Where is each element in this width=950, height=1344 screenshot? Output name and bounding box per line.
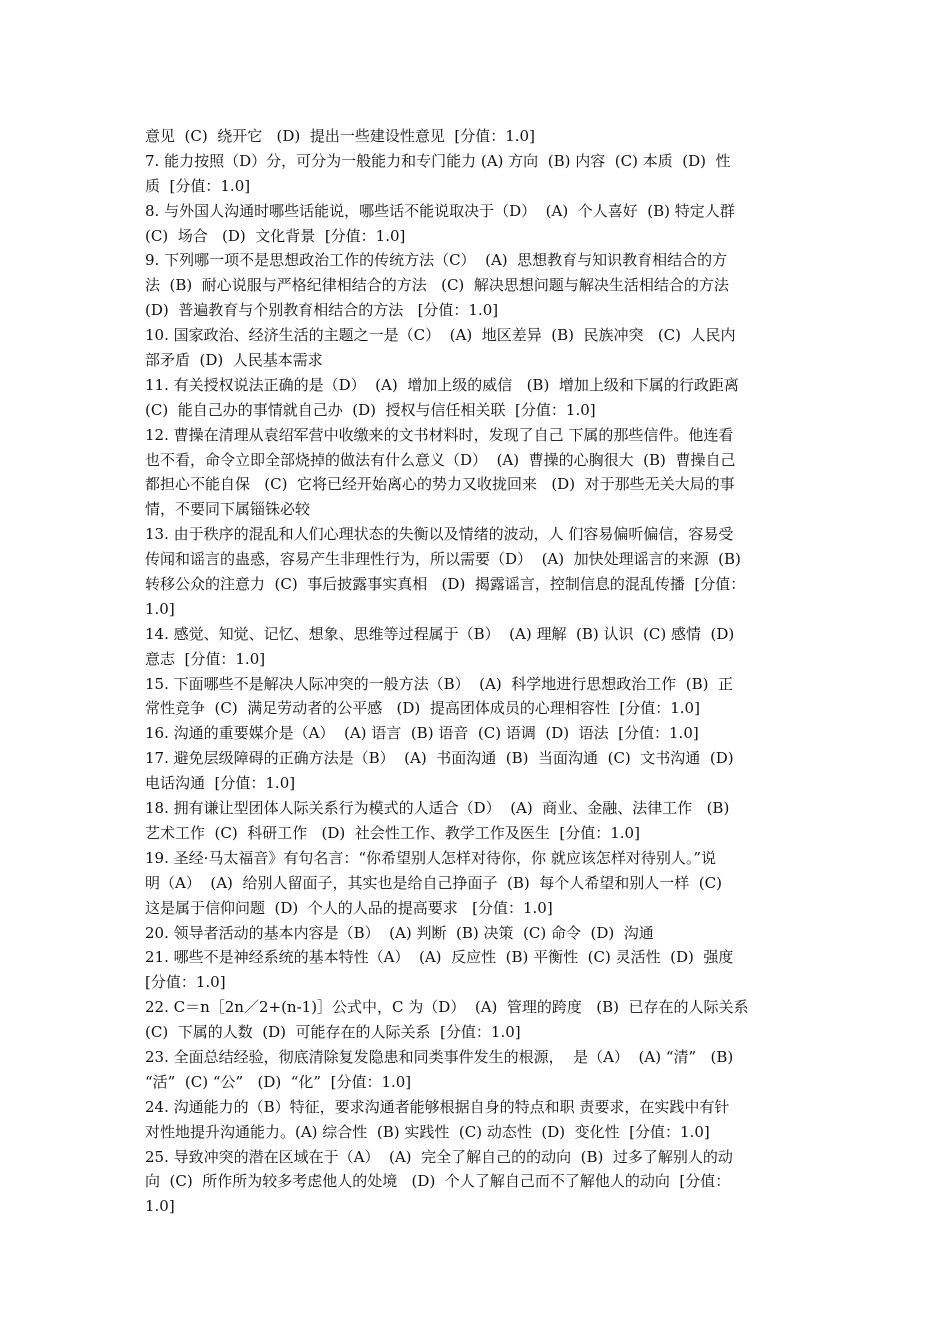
text-line: 意志 [分值：1.0] xyxy=(145,649,266,668)
text-line: 都担心不能自保 (C) 它将已经开始离心的势力又收拢回来 (D) 对于那些无关大局的事 xyxy=(145,475,735,494)
text-line: 19. 圣经·马太福音》有句名言：“你希望别人怎样对待你，你 就应该怎样对待别人。”说 xyxy=(145,848,716,867)
text-line: 部矛盾 (D) 人民基本需求 xyxy=(145,351,323,370)
text-line: 7. 能力按照（D）分，可分为一般能力和专门能力 (A) 方向 (B) 内容 (C) 本质 (D) 性 xyxy=(145,151,731,170)
text-line: 9. 下列哪一项不是思想政治工作的传统方法（C） (A) 思想教育与知识教育相结合的方 xyxy=(145,251,728,270)
text-line: 25. 导致冲突的潜在区域在于（A） (A) 完全了解自己的的动向 (B) 过多了解别人的动 xyxy=(145,1147,733,1166)
text-line: 14. 感觉、知觉、记忆、想象、思维等过程属于（B） (A) 理解 (B) 认识 (C) 感情 (D) xyxy=(145,624,735,643)
text-line: 24. 沟通能力的（B）特征，要求沟通者能够根据自身的特点和职 责要求，在实践中有针 xyxy=(145,1097,730,1116)
text-line: 质 [分值：1.0] xyxy=(145,176,251,195)
text-line: 17. 避免层级障碍的正确方法是（B） (A) 书面沟通 (B) 当面沟通 (C) 文书沟通 (D) xyxy=(145,749,734,768)
text-line: 明（A） (A) 给别人留面子，其实也是给自己挣面子 (B) 每个人希望和别人一样 (C) xyxy=(145,873,722,892)
text-line: 传闻和谣言的蛊惑，容易产生非理性行为，所以需要（D） (A) 加快处理谣言的来源 (B) xyxy=(145,550,741,569)
text-line: 18. 拥有谦让型团体人际关系行为模式的人适合（D） (A) 商业、金融、法律工作 (B) xyxy=(145,799,730,818)
text-line: “活” (C) “公” (D) “化” [分值：1.0] xyxy=(145,1072,412,1091)
text-line: 13. 由于秩序的混乱和人们心理状态的失衡以及情绪的波动，人 们容易偏听偏信，容易受 xyxy=(145,525,734,544)
text-line: 16. 沟通的重要媒介是（A） (A) 语言 (B) 语音 (C) 语调 (D) 语法 [分值：1.0] xyxy=(145,724,699,743)
text-line: 向 (C) 所作所为较多考虑他人的处境 (D) 个人了解自己而不了解他人的动向 [分值： xyxy=(145,1172,731,1191)
text-line: 8. 与外国人沟通时哪些话能说，哪些话不能说取决于（D） (A) 个人喜好 (B) 特定人群 xyxy=(145,201,735,220)
text-line: 1.0] xyxy=(145,1197,175,1216)
text-line: (D) 普遍教育与个别教育相结合的方法 [分值：1.0] xyxy=(145,301,499,320)
text-line: 意见 (C) 绕开它 (D) 提出一些建设性意见 [分值：1.0] xyxy=(145,127,535,145)
text-line: 电话沟通 [分值：1.0] xyxy=(145,774,296,793)
text-line: 21. 哪些不是神经系统的基本特性（A） (A) 反应性 (B) 平衡性 (C) 灵活性 (D) 强度 xyxy=(145,948,734,967)
text-line: 22. C＝n［2n／2+(n-1)］公式中，C 为（D） (A) 管理的跨度 (B) 已存在的人际关系 xyxy=(145,998,749,1017)
document-body xyxy=(145,124,817,1219)
text-line: 10. 国家政治、经济生活的主题之一是（C） (A) 地区差异 (B) 民族冲突 (C) 人民内 xyxy=(145,326,736,345)
text-line: 常性竞争 (C) 满足劳动者的公平感 (D) 提高团体成员的心理相容性 [分值：1.0] xyxy=(145,699,700,718)
text-line: (C) 场合 (D) 文化背景 [分值：1.0] xyxy=(145,226,406,245)
text-line: 转移公众的注意力 (C) 事后披露事实真相 (D) 揭露谣言，控制信息的混乱传播 [分值： xyxy=(145,575,746,594)
text-line: 1.0] xyxy=(145,599,175,618)
text-line: 艺术工作 (C) 科研工作 (D) 社会性工作、教学工作及医生 [分值：1.0] xyxy=(145,823,640,842)
text-line: 情，不要同下属锱铢必较 xyxy=(145,500,311,519)
text-line: (C) 下属的人数 (D) 可能存在的人际关系 [分值：1.0] xyxy=(145,1023,521,1042)
text-line: 20. 领导者活动的基本内容是（B） (A) 判断 (B) 决策 (C) 命令 (D) 沟通 xyxy=(145,923,654,942)
text-line: 12. 曹操在清理从袁绍军营中收缴来的文书材料时，发现了自己 下属的那些信件。他连看 xyxy=(145,425,734,444)
text-line: (C) 能自己办的事情就自己办 (D) 授权与信任相关联 [分值：1.0] xyxy=(145,400,596,419)
text-line: 也不看，命令立即全部烧掉的做法有什么意义（D） (A) 曹操的心胸很大 (B) 曹操自己 xyxy=(145,450,736,469)
text-line: 法 (B) 耐心说服与严格纪律相结合的方法 (C) 解决思想问题与解决生活相结合的方法 xyxy=(145,276,729,295)
text-line: 15. 下面哪些不是解决人际冲突的一般方法（B） (A) 科学地进行思想政治工作 (B) 正 xyxy=(145,674,734,693)
text-line: [分值：1.0] xyxy=(145,973,226,992)
text-line: 这是属于信仰问题 (D) 个人的人品的提高要求 [分值：1.0] xyxy=(145,898,553,917)
text-line: 23. 全面总结经验，彻底清除复发隐患和同类事件发生的根源， 是（A） (A) “清” (B) xyxy=(145,1047,734,1066)
text-line: 11. 有关授权说法正确的是（D） (A) 增加上级的威信 (B) 增加上级和下属的行政距离 xyxy=(145,375,739,394)
text-line: 对性地提升沟通能力。(A) 综合性 (B) 实践性 (C) 动态性 (D) 变化性 [分值：1.0] xyxy=(145,1122,710,1141)
